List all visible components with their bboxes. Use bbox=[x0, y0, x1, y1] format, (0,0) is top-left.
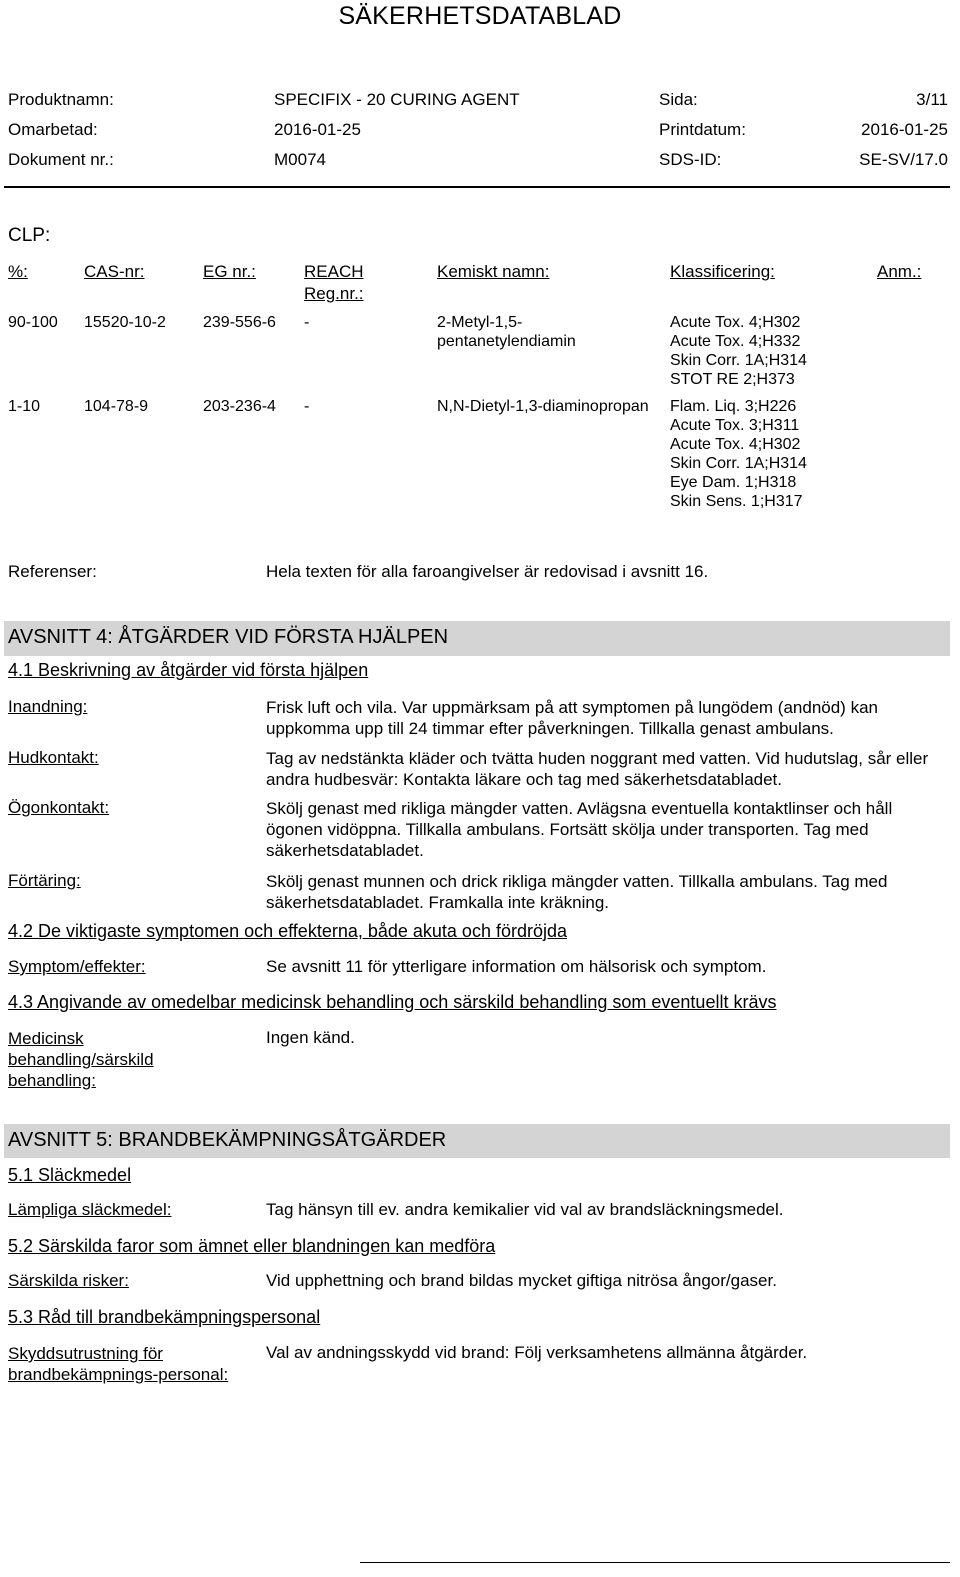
cell-eg: 203-236-4 bbox=[203, 398, 276, 415]
inhalation-text: Frisk luft och vila. Var uppmärksam på att symptomen på lungödem (andnöd) kan uppkomma upp till 24 timmar efter påverkningen. Tillkalla genast ambulans. bbox=[266, 698, 878, 738]
col-reach-2: Reg.nr.: bbox=[304, 284, 364, 303]
cell-class: Flam. Liq. 3;H226 bbox=[670, 398, 797, 415]
special-risks-label: Särskilda risker: bbox=[8, 1271, 129, 1290]
protective-equipment-label: Skyddsutrustning för brandbekämpnings-personal: bbox=[8, 1344, 229, 1384]
clp-label: CLP: bbox=[8, 225, 51, 246]
product-value: SPECIFIX - 20 CURING AGENT bbox=[274, 90, 520, 109]
cell-reach: - bbox=[304, 398, 310, 415]
subsection-5-2: 5.2 Särskilda faror som ämnet eller blandningen kan medföra bbox=[8, 1236, 496, 1256]
header-divider bbox=[4, 186, 950, 188]
col-eg: EG nr.: bbox=[203, 262, 256, 281]
cell-class: Eye Dam. 1;H318 bbox=[670, 474, 797, 491]
cell-pct: 1-10 bbox=[8, 398, 41, 415]
cell-class: STOT RE 2;H373 bbox=[670, 371, 795, 388]
page-label: Sida: bbox=[659, 90, 698, 109]
col-cas: CAS-nr: bbox=[84, 262, 145, 281]
document-number-value: M0074 bbox=[274, 150, 326, 169]
subsection-4-2: 4.2 De viktigaste symptomen och effekterna, både akuta och fördröjda bbox=[8, 921, 567, 941]
subsection-4-3: 4.3 Angivande av omedelbar medicinsk behandling och särskild behandling som eventuellt krävs bbox=[8, 992, 777, 1012]
cell-class: Acute Tox. 4;H302 bbox=[670, 436, 801, 453]
footer-divider bbox=[360, 1562, 950, 1563]
subsection-4-1: 4.1 Beskrivning av åtgärder vid första hjälpen bbox=[8, 660, 369, 680]
col-note: Anm.: bbox=[877, 262, 922, 281]
extinguishing-label: Lämpliga släckmedel: bbox=[8, 1200, 172, 1219]
sds-id-label: SDS-ID: bbox=[659, 150, 722, 169]
cell-class: Acute Tox. 4;H332 bbox=[670, 333, 801, 350]
print-date-label: Printdatum: bbox=[659, 120, 746, 139]
eye-contact-text: Skölj genast med rikliga mängder vatten. Avlägsna eventuella kontaktlinser och håll ögonen vidöppna. Tillkalla ambulans. Fortsätt skölja under transporten. Tag med säkerhetsdatabladet. bbox=[266, 799, 893, 860]
symptom-label: Symptom/effekter: bbox=[8, 957, 146, 976]
cell-name: N,N-Dietyl-1,3-diaminopropan bbox=[437, 398, 649, 415]
page-value: 3/11 bbox=[916, 90, 948, 109]
cell-cas: 15520-10-2 bbox=[84, 314, 166, 331]
cell-class: Skin Sens. 1;H317 bbox=[670, 493, 803, 510]
symptom-text: Se avsnitt 11 för ytterligare information om hälsorisk och symptom. bbox=[266, 957, 767, 976]
product-label: Produktnamn: bbox=[8, 90, 114, 109]
eye-contact-label: Ögonkontakt: bbox=[8, 798, 110, 817]
cell-cas: 104-78-9 bbox=[84, 398, 149, 415]
protective-equipment-text: Val av andningsskydd vid brand: Följ verksamhetens allmänna åtgärder. bbox=[266, 1343, 808, 1362]
medical-treatment-label: Medicinsk behandling/särskild behandling: bbox=[8, 1029, 154, 1090]
skin-contact-label: Hudkontakt: bbox=[8, 748, 99, 767]
cell-name: 2-Metyl-1,5- bbox=[437, 314, 523, 331]
col-class: Klassificering: bbox=[670, 262, 775, 281]
section-5-heading: AVSNITT 5: BRANDBEKÄMPNINGSÅTGÄRDER bbox=[4, 1124, 950, 1158]
ingestion-label: Förtäring: bbox=[8, 871, 81, 890]
cell-class: Skin Corr. 1A;H314 bbox=[670, 455, 807, 472]
revised-label: Omarbetad: bbox=[8, 120, 98, 139]
col-reach: REACH bbox=[304, 262, 364, 281]
cell-class: Acute Tox. 4;H302 bbox=[670, 314, 801, 331]
document-title: SÄKERHETSDATABLAD bbox=[338, 2, 622, 30]
sds-id-value: SE-SV/17.0 bbox=[859, 150, 948, 169]
references-text: Hela texten för alla faroangivelser är redovisad i avsnitt 16. bbox=[266, 562, 709, 581]
cell-name-2: pentanetylendiamin bbox=[437, 333, 576, 350]
cell-pct: 90-100 bbox=[8, 314, 58, 331]
col-name: Kemiskt namn: bbox=[437, 262, 550, 281]
document-number-label: Dokument nr.: bbox=[8, 150, 114, 169]
revised-value: 2016-01-25 bbox=[274, 120, 361, 139]
special-risks-text: Vid upphettning och brand bildas mycket giftiga nitrösa ångor/gaser. bbox=[266, 1271, 777, 1290]
ingestion-text: Skölj genast munnen och drick rikliga mängder vatten. Tillkalla ambulans. Tag med säkerhetsdatabladet. Framkalla inte kräkning. bbox=[266, 872, 888, 912]
extinguishing-text: Tag hänsyn till ev. andra kemikalier vid val av brandsläckningsmedel. bbox=[266, 1200, 784, 1219]
subsection-5-1: 5.1 Släckmedel bbox=[8, 1165, 132, 1185]
subsection-5-3: 5.3 Råd till brandbekämpningspersonal bbox=[8, 1307, 321, 1327]
cell-eg: 239-556-6 bbox=[203, 314, 276, 331]
inhalation-label: Inandning: bbox=[8, 697, 88, 716]
references-label: Referenser: bbox=[8, 562, 97, 581]
cell-class: Acute Tox. 3;H311 bbox=[670, 417, 800, 434]
print-date-value: 2016-01-25 bbox=[861, 120, 948, 139]
section-4-heading: AVSNITT 4: ÅTGÄRDER VID FÖRSTA HJÄLPEN bbox=[4, 621, 950, 656]
cell-reach: - bbox=[304, 314, 310, 331]
skin-contact-text: Tag av nedstänkta kläder och tvätta huden noggrant med vatten. Vid hudutslag, sår eller andra hudbesvär: Kontakta läkare och tag med säkerhetsdatabladet. bbox=[266, 749, 929, 789]
medical-treatment-text: Ingen känd. bbox=[266, 1028, 355, 1047]
col-pct: %: bbox=[8, 262, 28, 281]
cell-class: Skin Corr. 1A;H314 bbox=[670, 352, 807, 369]
